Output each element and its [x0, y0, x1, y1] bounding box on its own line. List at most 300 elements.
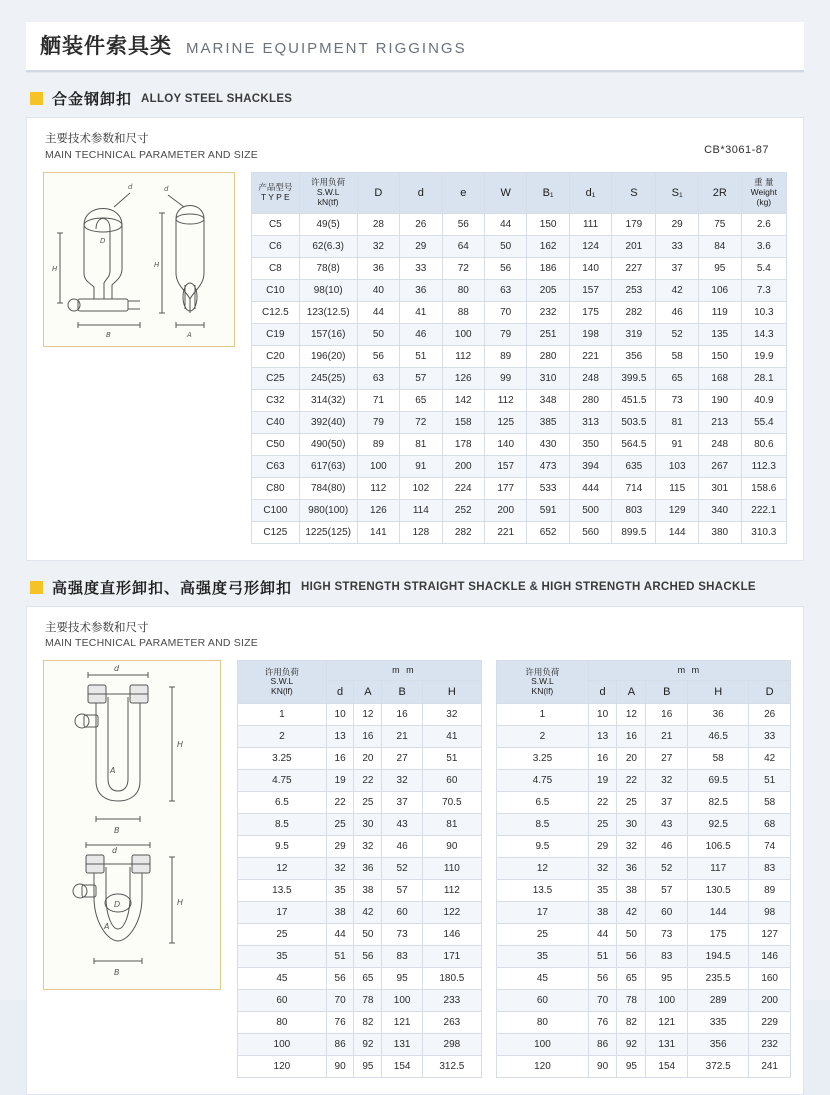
cell: 233 [422, 990, 481, 1012]
cell: 70 [588, 990, 617, 1012]
cell: 16 [588, 748, 617, 770]
cell: 78 [617, 990, 646, 1012]
cell: 312.5 [422, 1056, 481, 1078]
cell: 56 [617, 946, 646, 968]
cell: 157 [484, 455, 526, 477]
cell: 88 [442, 301, 484, 323]
cell: 36 [617, 858, 646, 880]
cell: 140 [484, 433, 526, 455]
cell: 3.6 [741, 235, 786, 257]
cell: 112 [357, 477, 399, 499]
page-title-en: MARINE EQUIPMENT RIGGINGS [186, 40, 467, 57]
table-row [497, 836, 791, 858]
cell: 2 [497, 726, 589, 748]
cell: 42 [656, 279, 698, 301]
cell: 57 [400, 367, 442, 389]
svg-text:H: H [52, 264, 58, 273]
cell: 200 [442, 455, 484, 477]
cell: 591 [527, 499, 569, 521]
cell: C8 [252, 257, 300, 279]
cell: 57 [646, 880, 688, 902]
col-A-right: A [617, 681, 646, 704]
cell: 12 [354, 704, 382, 726]
cell: 17 [238, 902, 327, 924]
cell: 73 [646, 924, 688, 946]
cell: 19 [588, 770, 617, 792]
col-swl-left: 许用负荷 S.W.L KN(lf) [238, 661, 327, 704]
table-row [252, 345, 787, 367]
cell: 175 [569, 301, 611, 323]
svg-text:H: H [177, 898, 184, 908]
table-row [252, 455, 787, 477]
col-2R: 2R [698, 172, 741, 213]
cell: C100 [252, 499, 300, 521]
cell: 55.4 [741, 411, 786, 433]
table-header-row [238, 661, 482, 681]
cell: 69.5 [688, 770, 749, 792]
cell: 22 [326, 792, 354, 814]
cell: 56 [354, 946, 382, 968]
table-row [238, 814, 482, 836]
table-row [497, 814, 791, 836]
cell: 65 [354, 968, 382, 990]
table-row [238, 946, 482, 968]
cell: 98 [749, 902, 791, 924]
cell: 65 [400, 389, 442, 411]
svg-text:D: D [100, 236, 106, 245]
table-row [497, 880, 791, 902]
cell: 43 [382, 814, 422, 836]
cell: 50 [617, 924, 646, 946]
cell: 235.5 [688, 968, 749, 990]
cell: 617(63) [299, 455, 357, 477]
cell: 146 [749, 946, 791, 968]
cell: 114 [400, 499, 442, 521]
cell: 72 [442, 257, 484, 279]
cell: 130.5 [688, 880, 749, 902]
svg-text:A: A [104, 922, 110, 932]
cell: 20 [354, 748, 382, 770]
section-heading-alloy-steel-shackles [30, 88, 804, 109]
cell: 52 [656, 323, 698, 345]
cell: 26 [400, 213, 442, 235]
cell: 158.6 [741, 477, 786, 499]
svg-text:d: d [128, 182, 133, 191]
col-S1: S₁ [656, 172, 698, 213]
cell: 100 [442, 323, 484, 345]
cell: 89 [749, 880, 791, 902]
straight-shackle-table-body [238, 704, 482, 1078]
cell: 73 [382, 924, 422, 946]
cell: 175 [688, 924, 749, 946]
cell: 171 [422, 946, 481, 968]
cell: 103 [656, 455, 698, 477]
straight-shackle-table [237, 660, 482, 1078]
cell: 248 [698, 433, 741, 455]
section2-drawing [43, 660, 221, 990]
cell: C12.5 [252, 301, 300, 323]
cell: 121 [382, 1012, 422, 1034]
cell: 714 [612, 477, 656, 499]
cell: 79 [484, 323, 526, 345]
cell: 533 [527, 477, 569, 499]
cell: 100 [646, 990, 688, 1012]
svg-text:B: B [114, 826, 120, 836]
cell: 21 [382, 726, 422, 748]
table-row [252, 433, 787, 455]
cell: 78 [354, 990, 382, 1012]
cell: C5 [252, 213, 300, 235]
cell: 92 [617, 1034, 646, 1056]
cell: 52 [646, 858, 688, 880]
cell: 177 [484, 477, 526, 499]
table-row [497, 1034, 791, 1056]
cell: 2 [238, 726, 327, 748]
col-S: S [612, 172, 656, 213]
cell: 35 [326, 880, 354, 902]
cell: 70 [326, 990, 354, 1012]
cell: 27 [646, 748, 688, 770]
table-row [238, 1034, 482, 1056]
cell: 241 [749, 1056, 791, 1078]
cell: 289 [688, 990, 749, 1012]
cell: 267 [698, 455, 741, 477]
cell: 80.6 [741, 433, 786, 455]
section1-standard-code: CB*3061-87 [704, 144, 769, 156]
cell: 29 [400, 235, 442, 257]
cell: 76 [326, 1012, 354, 1034]
cell: 157(16) [299, 323, 357, 345]
cell: 102 [400, 477, 442, 499]
cell: 37 [382, 792, 422, 814]
cell: 46.5 [688, 726, 749, 748]
cell: 70.5 [422, 792, 481, 814]
cell: 32 [422, 704, 481, 726]
cell: 16 [354, 726, 382, 748]
cell: 58 [656, 345, 698, 367]
cell: 144 [656, 521, 698, 543]
col-D: D [357, 172, 399, 213]
cell: 120 [497, 1056, 589, 1078]
cell: 82.5 [688, 792, 749, 814]
cell: 4.75 [238, 770, 327, 792]
cell: 635 [612, 455, 656, 477]
cell: 29 [656, 213, 698, 235]
table-row [238, 1012, 482, 1034]
svg-text:d: d [164, 184, 169, 193]
cell: 63 [484, 279, 526, 301]
cell: 356 [688, 1034, 749, 1056]
cell: 1225(125) [299, 521, 357, 543]
cell: 56 [442, 213, 484, 235]
cell: 144 [688, 902, 749, 924]
cell: 142 [442, 389, 484, 411]
cell: 45 [238, 968, 327, 990]
cell: 16 [326, 748, 354, 770]
svg-text:d: d [112, 846, 118, 856]
cell: 12 [238, 858, 327, 880]
cell: 32 [354, 836, 382, 858]
col-B-right: B [646, 681, 688, 704]
cell: 127 [749, 924, 791, 946]
cell: 280 [527, 345, 569, 367]
cell: 141 [357, 521, 399, 543]
table-row [238, 836, 482, 858]
cell: 86 [326, 1034, 354, 1056]
cell: 83 [749, 858, 791, 880]
table-row [238, 924, 482, 946]
cell: 68 [749, 814, 791, 836]
cell: 49(5) [299, 213, 357, 235]
cell: 38 [588, 902, 617, 924]
cell: 71 [357, 389, 399, 411]
cell: 25 [326, 814, 354, 836]
table-row [497, 924, 791, 946]
cell: C80 [252, 477, 300, 499]
cell: C25 [252, 367, 300, 389]
arched-shackle-table [496, 660, 791, 1078]
section2-subtitle-cn: 主要技术参数和尺寸 [45, 621, 149, 634]
cell: 29 [588, 836, 617, 858]
table-row [238, 792, 482, 814]
table-row [497, 946, 791, 968]
cell: 10 [326, 704, 354, 726]
section1-subtitle-cn: 主要技术参数和尺寸 [45, 133, 149, 145]
svg-text:D: D [114, 900, 121, 910]
cell: 652 [527, 521, 569, 543]
cell: 232 [749, 1034, 791, 1056]
cell: 25 [617, 792, 646, 814]
cell: 198 [569, 323, 611, 345]
table-row [238, 770, 482, 792]
table-row [252, 213, 787, 235]
col-mm-left: m m [326, 661, 481, 681]
cell: 90 [326, 1056, 354, 1078]
cell: 263 [422, 1012, 481, 1034]
cell: 430 [527, 433, 569, 455]
cell: 20 [617, 748, 646, 770]
table-row [238, 704, 482, 726]
cell: 45 [497, 968, 589, 990]
cell: 200 [749, 990, 791, 1012]
col-H-right: H [688, 681, 749, 704]
cell: 126 [357, 499, 399, 521]
cell: 51 [326, 946, 354, 968]
alloy-steel-shackles-table [251, 172, 787, 544]
table-row [497, 1012, 791, 1034]
page-title-cn: 舾装件索具类 [40, 35, 172, 58]
svg-text:B: B [114, 968, 120, 978]
cell: 70 [484, 301, 526, 323]
cell: 82 [617, 1012, 646, 1034]
cell: 196(20) [299, 345, 357, 367]
cell: 81 [422, 814, 481, 836]
cell: 99 [484, 367, 526, 389]
cell: 56 [484, 257, 526, 279]
cell: 490(50) [299, 433, 357, 455]
table-row [252, 477, 787, 499]
cell: 560 [569, 521, 611, 543]
cell: 111 [569, 213, 611, 235]
cell: 43 [646, 814, 688, 836]
cell: 98(10) [299, 279, 357, 301]
cell: 63 [357, 367, 399, 389]
cell: 28 [357, 213, 399, 235]
table-row [497, 726, 791, 748]
cell: 120 [238, 1056, 327, 1078]
cell: 154 [646, 1056, 688, 1078]
cell: 33 [749, 726, 791, 748]
table-row [252, 521, 787, 543]
cell: 310.3 [741, 521, 786, 543]
cell: 340 [698, 499, 741, 521]
bullet-square-icon [30, 92, 43, 105]
cell: 205 [527, 279, 569, 301]
cell: 60 [422, 770, 481, 792]
cell: 50 [357, 323, 399, 345]
cell: 252 [442, 499, 484, 521]
cell: 25 [588, 814, 617, 836]
arched-shackle-table-body [497, 704, 791, 1078]
cell: 150 [527, 213, 569, 235]
cell: 86 [588, 1034, 617, 1056]
cell: 32 [326, 858, 354, 880]
cell: 7.3 [741, 279, 786, 301]
table-row [497, 770, 791, 792]
table-row [252, 411, 787, 433]
cell: C125 [252, 521, 300, 543]
cell: 112 [484, 389, 526, 411]
col-type: 产品型号 T Y P E [252, 172, 300, 213]
cell: 131 [382, 1034, 422, 1056]
col-d-left: d [326, 681, 354, 704]
cell: 40.9 [741, 389, 786, 411]
cell: 119 [698, 301, 741, 323]
cell: 30 [354, 814, 382, 836]
cell: 81 [400, 433, 442, 455]
cell: 51 [422, 748, 481, 770]
cell: C20 [252, 345, 300, 367]
cell: 100 [357, 455, 399, 477]
cell: 40 [357, 279, 399, 301]
cell: 399.5 [612, 367, 656, 389]
table-row [238, 990, 482, 1012]
alloy-table-body [252, 213, 787, 543]
section2-subtitle [45, 621, 787, 651]
cell: 380 [698, 521, 741, 543]
cell: 245(25) [299, 367, 357, 389]
table-row [252, 323, 787, 345]
cell: 12 [497, 858, 589, 880]
cell: 112.3 [741, 455, 786, 477]
cell: 310 [527, 367, 569, 389]
cell: 314(32) [299, 389, 357, 411]
table-row [497, 858, 791, 880]
cell: 1 [497, 704, 589, 726]
cell: 899.5 [612, 521, 656, 543]
cell: 38 [354, 880, 382, 902]
cell: 44 [588, 924, 617, 946]
cell: 28.1 [741, 367, 786, 389]
cell: 90 [422, 836, 481, 858]
cell: 72 [400, 411, 442, 433]
cell: 385 [527, 411, 569, 433]
cell: 2.6 [741, 213, 786, 235]
cell: 50 [354, 924, 382, 946]
cell: 121 [646, 1012, 688, 1034]
table-header-row [252, 172, 787, 213]
cell: 251 [527, 323, 569, 345]
cell: 92 [354, 1034, 382, 1056]
cell: 33 [400, 257, 442, 279]
cell: 95 [698, 257, 741, 279]
cell: 64 [442, 235, 484, 257]
cell: 75 [698, 213, 741, 235]
col-weight: 重 量 Weight (kg) [741, 172, 786, 213]
cell: 803 [612, 499, 656, 521]
cell: 126 [442, 367, 484, 389]
cell: 106 [698, 279, 741, 301]
cell: 80 [238, 1012, 327, 1034]
col-d: d [400, 172, 442, 213]
table-row [497, 792, 791, 814]
cell: 13.5 [497, 880, 589, 902]
alloy-shackle-diagram-icon [44, 173, 234, 346]
cell: 248 [569, 367, 611, 389]
cell: 122 [422, 902, 481, 924]
cell: 83 [382, 946, 422, 968]
cell: 32 [357, 235, 399, 257]
cell: 46 [382, 836, 422, 858]
cell: 58 [688, 748, 749, 770]
table-row [238, 902, 482, 924]
cell: 129 [656, 499, 698, 521]
cell: 95 [382, 968, 422, 990]
cell: 6.5 [497, 792, 589, 814]
cell: 84 [698, 235, 741, 257]
cell: 32 [646, 770, 688, 792]
cell: 19 [326, 770, 354, 792]
cell: 56 [588, 968, 617, 990]
cell: 36 [354, 858, 382, 880]
cell: 3.25 [238, 748, 327, 770]
section2-heading-en: HIGH STRENGTH STRAIGHT SHACKLE & HIGH STRENGTH ARCHED SHACKLE [301, 581, 756, 594]
svg-text:A: A [110, 766, 116, 776]
cell: 394 [569, 455, 611, 477]
cell: 38 [617, 880, 646, 902]
cell: 33 [656, 235, 698, 257]
cell: C40 [252, 411, 300, 433]
cell: 298 [422, 1034, 481, 1056]
cell: 91 [400, 455, 442, 477]
cell: 10 [588, 704, 617, 726]
cell: 8.5 [497, 814, 589, 836]
section1-drawing [43, 172, 235, 347]
cell: 301 [698, 477, 741, 499]
cell: 131 [646, 1034, 688, 1056]
col-B1: B₁ [527, 172, 569, 213]
section2-subtitle-en: MAIN TECHNICAL PARAMETER AND SIZE [45, 637, 258, 650]
table-row [252, 257, 787, 279]
cell: 46 [646, 836, 688, 858]
cell: 335 [688, 1012, 749, 1034]
high-strength-shackle-diagram-icon [44, 661, 220, 989]
cell: 162 [527, 235, 569, 257]
cell: 392(40) [299, 411, 357, 433]
cell: 80 [442, 279, 484, 301]
cell: C10 [252, 279, 300, 301]
cell: 221 [569, 345, 611, 367]
